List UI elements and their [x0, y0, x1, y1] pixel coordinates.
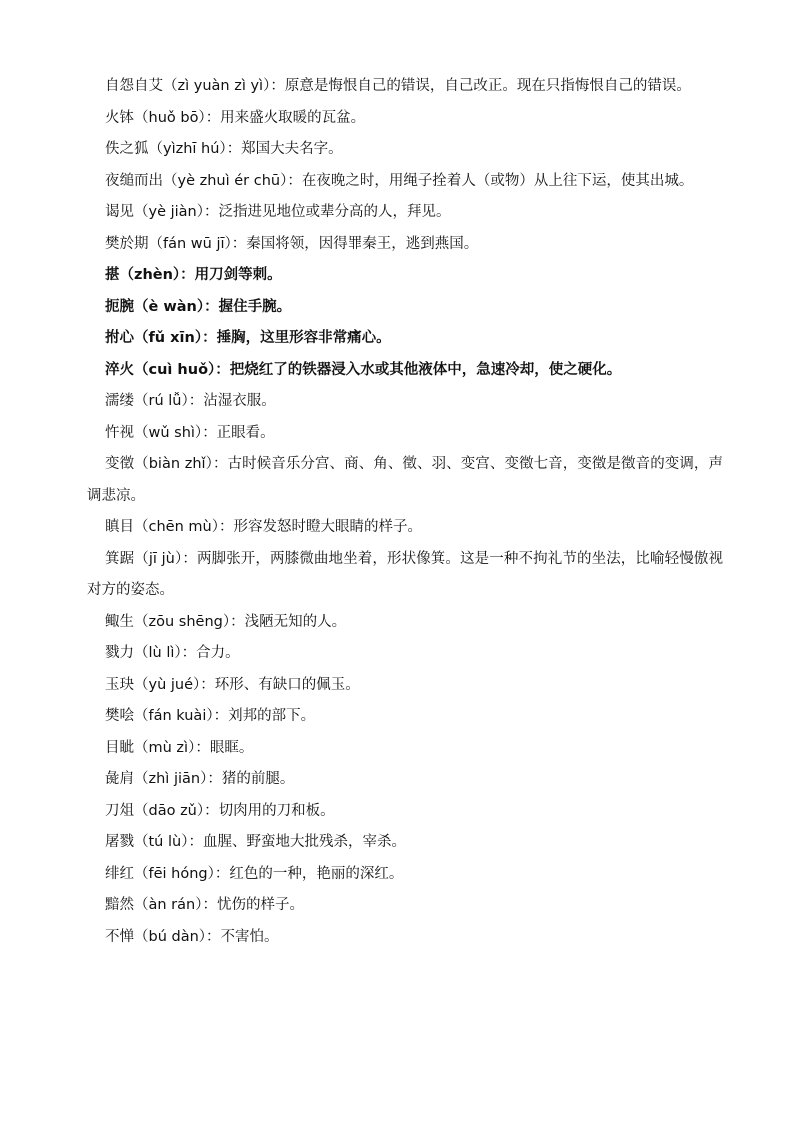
vocab-definition: ：浅陋无知的人。	[230, 613, 347, 630]
vocab-definition: ：握住手腕。	[204, 298, 292, 315]
vocab-pinyin: （jī jù）	[134, 550, 183, 567]
vocab-pinyin: （yè jiàn）	[134, 204, 204, 220]
vocab-pinyin: （fēi hóng）	[134, 865, 215, 882]
vocab-definition: ：红色的一种，艳丽的深红。	[214, 865, 404, 882]
vocab-entry	[87, 134, 723, 166]
vocab-pinyin: （zōu shēng）	[134, 613, 231, 630]
vocab-pinyin: （yù jué）	[134, 676, 201, 693]
vocab-term: 屠戮	[105, 834, 134, 850]
vocab-entry	[87, 71, 723, 103]
vocab-pinyin: （wǔ shì）	[134, 424, 203, 441]
vocab-term: 忤视	[105, 424, 134, 441]
vocab-pinyin: （àn rán）	[134, 897, 203, 913]
vocab-entry	[87, 922, 723, 954]
vocab-entry	[87, 796, 723, 828]
vocab-definition: ：沾湿衣服。	[188, 393, 276, 409]
vocab-definition: ：合力。	[181, 645, 240, 661]
vocab-term: 揕	[105, 267, 120, 283]
vocab-definition: ：眼眶。	[195, 739, 254, 756]
vocab-definition: ：忧伤的样子。	[202, 897, 304, 913]
vocab-entry	[87, 323, 723, 355]
vocab-term: 淬火	[105, 361, 134, 378]
vocab-pinyin: （zì yuàn zì yì）	[163, 78, 271, 94]
vocab-entry	[87, 859, 723, 891]
vocab-pinyin: （fán kuài）	[134, 708, 214, 724]
vocab-definition: ：秦国将领，因得罪秦王，逃到燕国。	[231, 235, 479, 252]
vocabulary-list	[87, 71, 723, 953]
vocab-entry	[87, 638, 723, 670]
vocab-pinyin: （huǒ bō）	[134, 109, 206, 126]
vocab-entry	[87, 827, 723, 859]
vocab-definition: ：两脚张开，两膝微曲地坐着，形状像箕。这是一种不拘礼节的坐法，比喻轻慢傲视对方的姿态。	[87, 550, 724, 598]
vocab-term: 鲰生	[105, 613, 134, 630]
vocab-pinyin: （chēn mù）	[134, 519, 219, 535]
vocab-term: 玉玦	[105, 676, 134, 693]
vocab-entry	[87, 544, 723, 607]
vocab-term: 樊哙	[105, 708, 134, 724]
vocab-entry	[87, 260, 723, 292]
vocab-definition: ：不害怕。	[206, 928, 279, 945]
vocab-definition: ：泛指进见地位或辈分高的人，拜见。	[204, 204, 451, 220]
vocab-term: 不惮	[105, 928, 134, 945]
vocab-definition: ：古时候音乐分宫、商、角、徵、羽、变宫、变徵七音，变徵是徵音的变调，声调悲凉。	[87, 456, 723, 504]
vocab-entry	[87, 386, 723, 418]
vocab-term: 濡缕	[105, 393, 134, 409]
vocab-term: 谒见	[105, 204, 134, 220]
vocab-term: 绯红	[105, 865, 134, 882]
vocab-entry	[87, 418, 723, 450]
vocab-term: 夜缒而出	[105, 172, 163, 189]
vocab-term: 火钵	[105, 109, 134, 126]
vocab-definition: ：形容发怒时瞪大眼睛的样子。	[218, 519, 422, 535]
vocab-definition: ：用来盛火取暖的瓦盆。	[205, 109, 366, 126]
vocab-entry	[87, 197, 723, 229]
vocab-entry	[87, 355, 723, 387]
vocab-entry	[87, 166, 723, 198]
vocab-term: 变徵	[105, 456, 135, 472]
vocab-entry	[87, 764, 723, 796]
vocab-pinyin: （mù zì）	[134, 739, 196, 756]
vocab-term: 自怨自艾	[105, 78, 163, 94]
vocab-definition: ：用刀剑等刺。	[180, 267, 282, 283]
vocab-pinyin: （bú dàn）	[134, 928, 207, 945]
vocab-pinyin: （lù lì）	[134, 645, 182, 661]
vocab-term: 戮力	[105, 645, 134, 661]
vocab-definition: ：郑国大夫名字。	[226, 141, 343, 157]
vocab-pinyin: （yè zhuì ér chū）	[163, 172, 288, 189]
vocab-term: 彘肩	[105, 771, 134, 787]
vocab-pinyin: （dāo zǔ）	[134, 802, 205, 819]
vocab-term: 瞋目	[105, 519, 134, 535]
vocab-term: 目眦	[105, 739, 134, 756]
vocab-entry	[87, 449, 723, 512]
vocab-term: 扼腕	[105, 298, 134, 315]
vocab-entry	[87, 890, 723, 922]
vocab-pinyin: （biàn zhǐ）	[134, 456, 213, 472]
vocab-term: 黯然	[105, 897, 134, 913]
vocab-pinyin: （yìzhī hú）	[148, 141, 227, 157]
vocab-pinyin: （zhèn）	[119, 267, 181, 283]
vocab-entry	[87, 733, 723, 765]
vocab-term: 佚之狐	[105, 141, 149, 157]
vocab-pinyin: （fán wū jī）	[148, 235, 232, 252]
vocab-definition: ：切肉用的刀和板。	[204, 802, 335, 819]
vocab-definition: ：原意是悔恨自己的错误，自己改正。现在只指悔恨自己的错误。	[270, 78, 691, 94]
vocab-entry	[87, 670, 723, 702]
vocab-term: 箕踞	[105, 550, 135, 567]
vocab-definition: ：捶胸，这里形容非常痛心。	[202, 330, 391, 346]
vocab-definition: ：血腥、野蛮地大批残杀，宰杀。	[188, 834, 406, 850]
vocab-entry	[87, 229, 723, 261]
vocab-definition: ：环形、有缺口的佩玉。	[200, 676, 360, 693]
vocab-definition: ：把烧红了的铁器浸入水或其他液体中，急速冷却，使之硬化。	[215, 361, 622, 378]
vocab-entry	[87, 292, 723, 324]
vocab-pinyin: （rú lǚ）	[134, 393, 189, 409]
vocab-definition: ：刘邦的部下。	[213, 708, 316, 724]
vocab-term: 刀俎	[105, 802, 134, 819]
vocab-pinyin: （fǔ xīn）	[134, 330, 203, 346]
vocab-definition: ：正眼看。	[202, 424, 275, 441]
vocab-entry	[87, 103, 723, 135]
vocab-definition: ：猪的前腿。	[207, 771, 295, 787]
vocab-entry	[87, 607, 723, 639]
vocab-term: 拊心	[105, 330, 134, 346]
vocab-pinyin: （tú lù）	[134, 834, 189, 850]
vocab-pinyin: （è wàn）	[134, 298, 205, 315]
vocab-term: 樊於期	[105, 235, 149, 252]
vocab-entry	[87, 701, 723, 733]
vocab-definition: ：在夜晚之时，用绳子拴着人（或物）从上往下运，使其出城。	[287, 172, 694, 189]
vocab-pinyin: （zhì jiān）	[134, 771, 208, 787]
vocab-pinyin: （cuì huǒ）	[134, 361, 216, 378]
vocab-entry	[87, 512, 723, 544]
